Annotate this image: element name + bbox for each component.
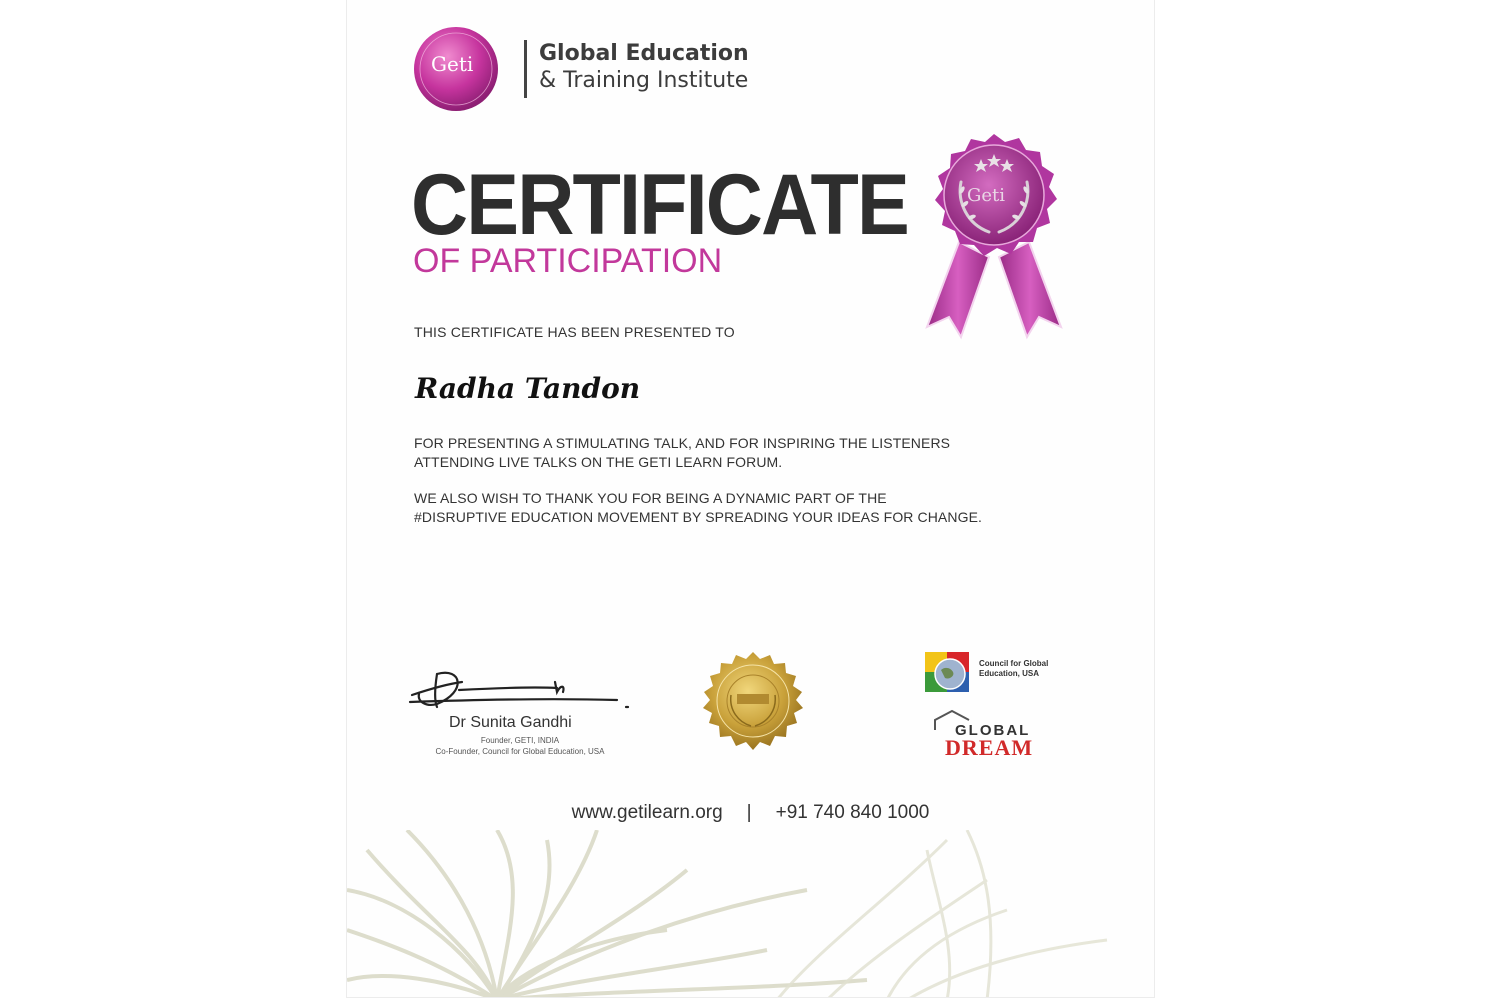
logo-text: Geti <box>431 52 474 76</box>
certificate-title: CERTIFICATE <box>411 157 908 253</box>
certificate-sheet <box>347 0 1154 997</box>
contact-footer <box>347 802 1154 824</box>
cge-name-line1: Council for Global <box>979 659 1049 668</box>
org-name <box>539 40 749 94</box>
phone-number: +91 740 840 1000 <box>775 802 930 823</box>
citation-line: ATTENDING LIVE TALKS ON THE GETI LEARN FORUM. <box>414 454 783 470</box>
signature-icon <box>407 662 637 717</box>
presented-to-text: THIS CERTIFICATE HAS BEEN PRESENTED TO <box>414 324 735 340</box>
org-name-line2: & Training Institute <box>539 68 749 93</box>
global-dream-line2: DREAM <box>945 735 1034 760</box>
signatory-role-2: Co-Founder, Council for Global Education, USA <box>435 747 605 756</box>
signatory-role-1: Founder, GETI, INDIA <box>480 736 560 745</box>
citation-paragraph-1 <box>414 434 1094 472</box>
recipient-name: Radha Tandon <box>415 372 641 405</box>
cge-logo-icon <box>925 650 975 696</box>
contact-separator: | <box>746 802 752 823</box>
org-name-line1: Global Education <box>539 41 749 66</box>
citation-line: FOR PRESENTING A STIMULATING TALK, AND FOR INSPIRING THE LISTENERS <box>414 435 951 451</box>
citation-line: #DISRUPTIVE EDUCATION MOVEMENT BY SPREADING YOUR IDEAS FOR CHANGE. <box>414 509 982 525</box>
badge-text: Geti <box>967 185 1006 206</box>
signatory-name: Dr Sunita Gandhi <box>449 714 572 731</box>
website-link[interactable]: www.getilearn.org <box>571 802 723 823</box>
global-dream-line1: GLOBAL <box>955 722 1031 739</box>
gold-seal-icon <box>693 650 813 760</box>
decorative-swirl <box>347 830 1154 997</box>
citation-line: WE ALSO WISH TO THANK YOU FOR BEING A DYNAMIC PART OF THE <box>414 490 887 506</box>
cge-name-line2: Education, USA <box>979 669 1040 678</box>
citation-paragraph-2 <box>414 489 1094 527</box>
cge-name <box>979 659 1048 679</box>
certificate-subtitle: OF PARTICIPATION <box>413 242 723 280</box>
logo-divider <box>524 40 527 98</box>
award-badge-icon <box>919 132 1069 342</box>
